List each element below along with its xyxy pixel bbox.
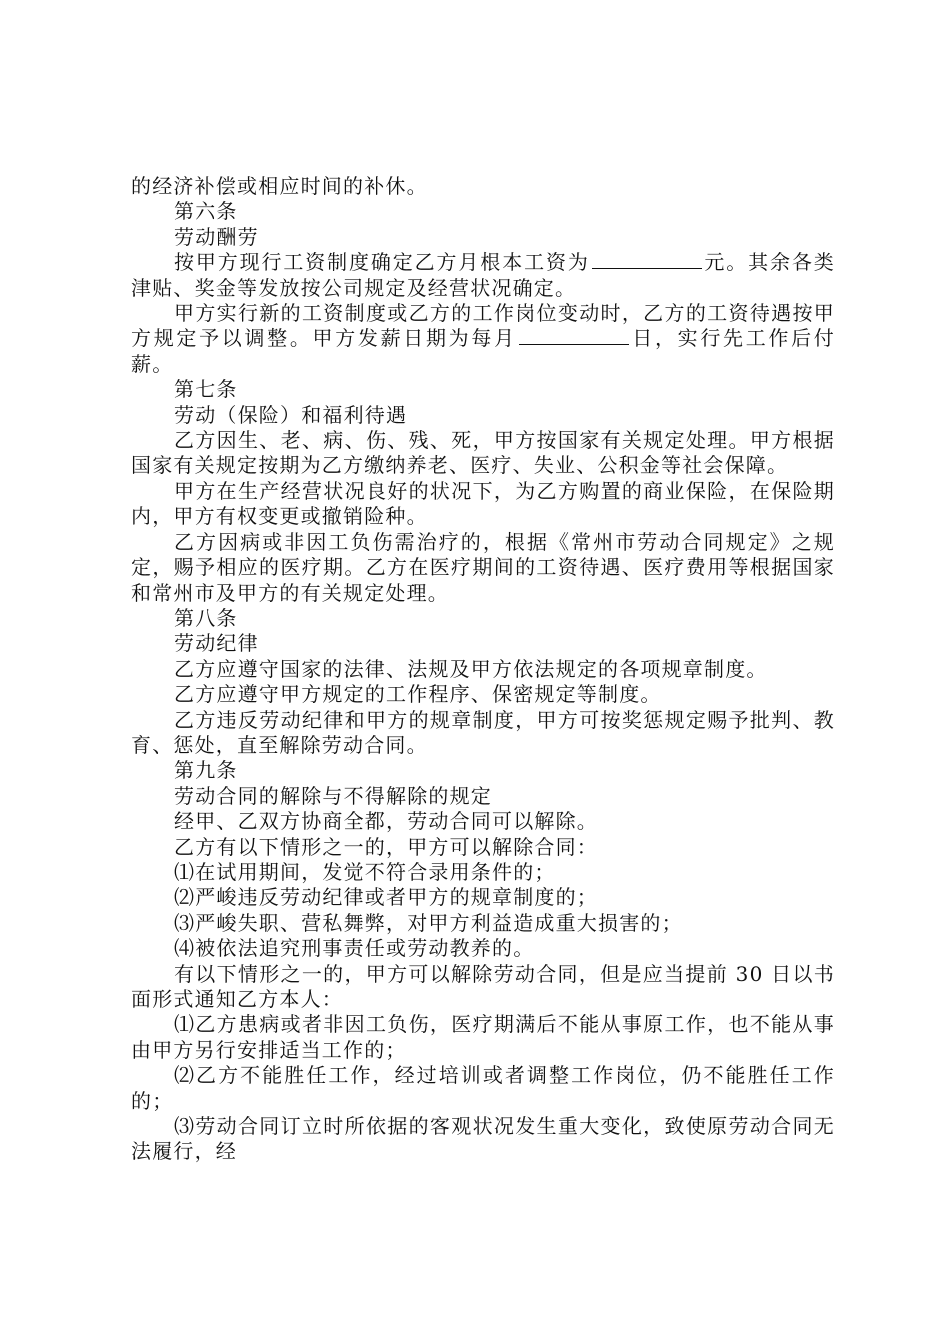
article-8-heading: 劳动纪律 [174, 631, 259, 656]
text-segment: 元。其余各类津贴、奖金等发放按公司规定及经营状况确定。 [131, 250, 835, 300]
article-6-title: 第六条 [174, 199, 238, 224]
list-item: ⑴乙方患病或者非因工负伤，医疗期满后不能从事原工作，也不能从事由甲方另行安排适当工作的； [131, 1012, 835, 1062]
article-9-paragraph-2: 乙方有以下情形之一的，甲方可以解除合同： [174, 834, 598, 859]
text-segment: 按甲方现行工资制度确定乙方月根本工资为 [174, 250, 590, 275]
fill-in-blank-payday [519, 326, 629, 345]
text-segment: 日，实行先工作后付薪。 [131, 326, 835, 376]
paragraph-continuation: 的经济补偿或相应时间的补休。 [131, 174, 428, 198]
fill-in-blank-salary [592, 250, 702, 269]
article-7-heading: 劳动（保险）和福利待遇 [174, 402, 408, 427]
article-8-paragraph-1: 乙方应遵守国家的法律、法规及甲方依法规定的各项规章制度。 [174, 656, 768, 681]
document-page [131, 174, 835, 1165]
list-item: ⑴在试用期间，发觉不符合录用条件的； [174, 859, 556, 884]
article-9-heading: 劳动合同的解除与不得解除的规定 [174, 783, 492, 808]
article-9-paragraph-1: 经甲、乙双方协商全都，劳动合同可以解除。 [174, 809, 598, 834]
article-6-paragraph-1 [131, 250, 835, 301]
article-9-title: 第九条 [174, 758, 238, 783]
article-7-paragraph-1: 乙方因生、老、病、伤、残、死，甲方按国家有关规定处理。甲方根据国家有关规定按期为乙方缴纳养老、医疗、失业、公积金等社会保障。 [131, 428, 835, 478]
article-8-paragraph-2: 乙方应遵守甲方规定的工作程序、保密规定等制度。 [174, 682, 662, 707]
list-item: ⑷被依法追究刑事责任或劳动教养的。 [174, 936, 535, 961]
article-7-title: 第七条 [174, 377, 238, 402]
list-item: ⑶劳动合同订立时所依据的客观状况发生重大变化，致使原劳动合同无法履行，经 [131, 1114, 835, 1164]
article-8-paragraph-3: 乙方违反劳动纪律和甲方的规章制度，甲方可按奖惩规定赐予批判、教育、惩处，直至解除劳动合同。 [131, 707, 835, 757]
article-7-paragraph-2: 甲方在生产经营状况良好的状况下，为乙方购置的商业保险，在保险期内，甲方有权变更或撤销险种。 [131, 478, 835, 529]
article-7-paragraph-3: 乙方因病或非因工负伤需治疗的，根据《常州市劳动合同规定》之规定，赐予相应的医疗期。乙方在医疗期间的工资待遇、医疗费用等根据国家和常州市及甲方的有关规定处理。 [131, 529, 835, 605]
article-6-paragraph-2 [131, 301, 835, 377]
list-item: ⑶严峻失职、营私舞弊，对甲方利益造成重大损害的； [174, 910, 683, 935]
article-8-title: 第八条 [174, 605, 238, 630]
article-9-paragraph-3: 有以下情形之一的，甲方可以解除劳动合同，但是应当提前 30 日以书面形式通知乙方本人： [131, 961, 835, 1011]
article-6-heading: 劳动酬劳 [174, 224, 259, 249]
text-segment: 甲方实行新的工资制度或乙方的工作岗位变动时，乙方的工资待遇按甲方规定予以调整。甲方发薪日期为每月 [131, 301, 835, 351]
list-item: ⑵严峻违反劳动纪律或者甲方的规章制度的； [174, 885, 598, 910]
list-item: ⑵乙方不能胜任工作，经过培训或者调整工作岗位，仍不能胜任工作的； [131, 1063, 835, 1113]
